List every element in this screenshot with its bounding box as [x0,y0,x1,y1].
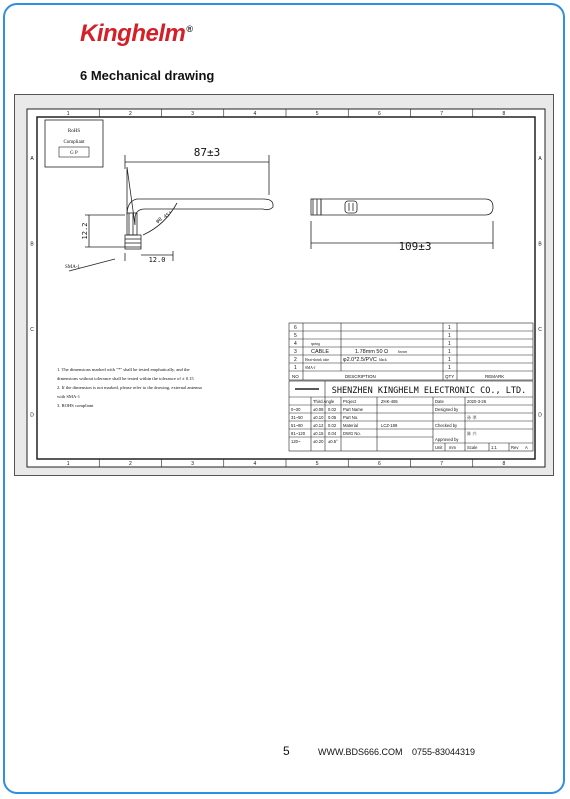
grid-row-label: A [30,155,34,162]
svg-text:2. If the dimension is not mar: 2. If the dimension is not marked, please refer to the drawing, external antenna [57,385,202,390]
grid-row-label: B [538,241,542,248]
grid-col-label: 4 [253,461,257,467]
svg-text:CABLE: CABLE [311,349,330,355]
svg-text:φ8 45°: φ8 45° [155,210,174,225]
svg-text:3: 3 [294,349,297,355]
svg-text:2: 2 [294,357,297,363]
svg-text:Project: Project [343,399,357,404]
svg-text:Third Angle: Third Angle [313,399,335,404]
svg-text:陈 兴: 陈 兴 [467,431,477,436]
svg-text:Part Name: Part Name [343,407,364,412]
dim-12-0: 12.0 [148,256,166,264]
grid-row-label: C [538,326,542,333]
svg-text:Unit: Unit [435,445,443,450]
svg-text:A: A [525,445,528,450]
svg-text:Date: Date [435,399,444,404]
grid-col-label: 4 [253,111,257,117]
svg-text:Checked by: Checked by [435,423,458,428]
dim-12-2: 12.2 [81,222,89,240]
svg-text:SMA-J: SMA-J [305,366,316,370]
grid-row-label: B [30,241,34,248]
svg-text:DWG No.: DWG No. [343,431,361,436]
svg-text:NO: NO [292,374,299,379]
svg-text:2020-3-26: 2020-3-26 [467,399,487,404]
svg-text:1: 1 [448,325,451,331]
svg-text:φ2.0*2.5/PVC: φ2.0*2.5/PVC [343,357,377,363]
svg-text:0.04: 0.04 [328,431,337,436]
grid-col-label: 5 [315,461,319,467]
svg-text:±0.20: ±0.20 [313,439,324,444]
svg-text:1:1: 1:1 [491,445,497,450]
grid-row-label: D [30,412,34,419]
svg-text:Scale: Scale [467,445,478,450]
svg-text:dimensions without tolerance s: dimensions without tolerance shall be tested within the tolerance of ± 0.15 [57,376,194,381]
dim-109: 109±3 [398,240,432,253]
svg-text:1: 1 [448,365,451,371]
svg-text:1: 1 [448,341,451,347]
grid-row-label: A [538,155,542,162]
svg-text:51~80: 51~80 [291,423,303,428]
svg-text:REMARK: REMARK [485,374,505,379]
svg-text:6: 6 [294,325,297,331]
svg-text:Compliant: Compliant [63,140,85,145]
sma-label: SMA-1 [65,265,81,270]
svg-text:1: 1 [448,349,451,355]
svg-text:ZHK-465: ZHK-465 [381,399,398,404]
grid-col-label: 1 [66,111,70,117]
svg-text:0.05: 0.05 [328,415,337,420]
grid-col-label: 7 [440,111,444,117]
svg-text:QTY: QTY [445,374,455,379]
grid-col-label: 6 [377,461,381,467]
page-number: 5 [283,744,290,758]
svg-text:4: 4 [294,341,297,347]
grid-col-label: 3 [191,461,195,467]
footer-website: WWW.BDS666.COM [318,747,403,757]
svg-text:0.02: 0.02 [328,407,337,412]
svg-text:±0.5°: ±0.5° [328,439,338,444]
footer-phone: 0755-83044319 [412,747,476,757]
svg-text:Approved by: Approved by [435,437,459,442]
kinghelm-logo: Kinghelm® [80,20,193,47]
svg-text:±0.08: ±0.08 [313,407,324,412]
grid-col-label: 2 [128,111,132,117]
mechanical-drawing [14,94,554,476]
company-name: SHENZHEN KINGHELM ELECTRONIC CO., LTD. [331,386,527,396]
svg-text:Part No.: Part No. [343,415,359,420]
grid-col-label: 8 [502,461,506,467]
svg-text:31~50: 31~50 [291,415,303,420]
svg-text:5: 5 [294,333,297,339]
svg-text:brown: brown [398,350,408,354]
svg-text:3. ROHS compliant: 3. ROHS compliant [57,403,94,408]
grid-col-label: 6 [377,111,381,117]
dim-87: 87±3 [193,146,221,159]
svg-text:1. The dimensions marked with: 1. The dimensions marked with "*" shall be tested emphatically, and the [57,367,190,372]
svg-text:120~: 120~ [291,439,301,444]
svg-text:孙 翠: 孙 翠 [467,415,477,420]
svg-text:spring: spring [311,342,320,346]
grid-col-label: 3 [191,111,195,117]
svg-text:0.02: 0.02 [328,423,337,428]
svg-text:Rev: Rev [511,445,519,450]
svg-text:DESCRIPTION: DESCRIPTION [345,374,376,379]
svg-text:0~30: 0~30 [291,407,301,412]
svg-text:black: black [379,358,387,362]
svg-text:Heat-shrink tube: Heat-shrink tube [305,358,330,362]
svg-text:81~120: 81~120 [291,431,306,436]
grid-col-label: 5 [315,111,319,117]
grid-row-label: D [538,412,542,419]
svg-text:Designed by: Designed by [435,407,459,412]
svg-text:with SMA-1: with SMA-1 [57,394,81,399]
section-title: 6 Mechanical drawing [80,68,215,83]
svg-text:Material: Material [343,423,358,428]
grid-col-label: 8 [502,111,506,117]
svg-text:±0.15: ±0.15 [313,431,324,436]
grid-row-label: C [30,326,34,333]
svg-text:1.78mm 50 Ω: 1.78mm 50 Ω [355,349,389,355]
svg-text:RoHS: RoHS [67,129,81,134]
svg-text:1: 1 [448,333,451,339]
svg-text:1: 1 [448,357,451,363]
drawing-svg [15,95,553,475]
svg-text:±0.12: ±0.12 [313,423,324,428]
grid-col-label: 7 [440,461,444,467]
svg-text:±0.10: ±0.10 [313,415,324,420]
grid-col-label: 1 [66,461,70,467]
svg-text:LCZ-189: LCZ-189 [381,423,398,428]
svg-text:1: 1 [294,365,297,371]
grid-col-label: 2 [128,461,132,467]
svg-text:G P: G P [70,151,78,156]
svg-text:mm: mm [449,445,456,450]
